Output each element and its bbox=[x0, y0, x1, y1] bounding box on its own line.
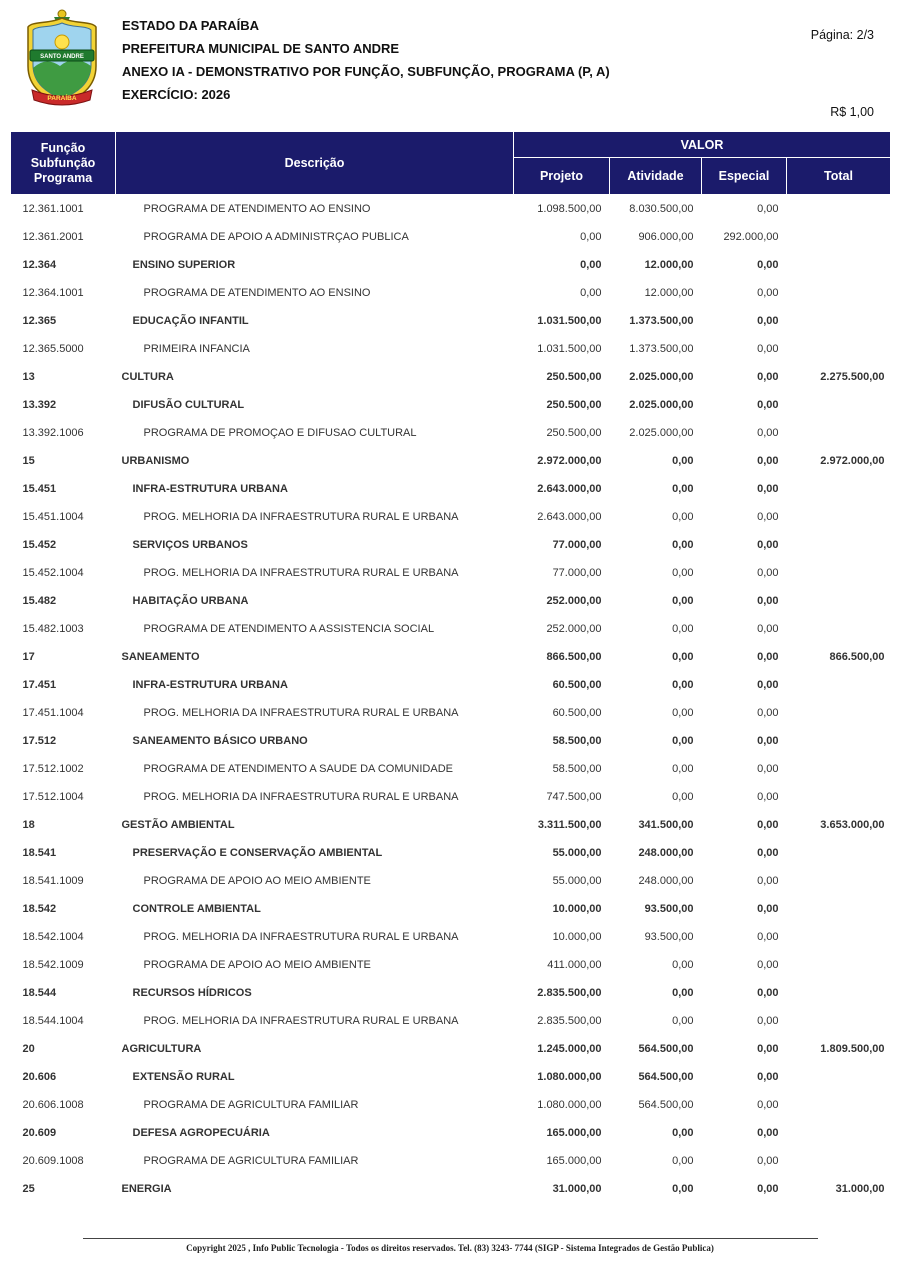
cell-projeto: 250.500,00 bbox=[546, 426, 602, 439]
table-row bbox=[11, 783, 891, 811]
cell-especial: 0,00 bbox=[757, 762, 779, 775]
cell-atividade: 0,00 bbox=[672, 454, 694, 467]
cell-total bbox=[787, 1007, 891, 1035]
cell-especial: 0,00 bbox=[757, 706, 779, 719]
currency-unit: R$ 1,00 bbox=[830, 105, 874, 119]
cell-code: 20.609.1008 bbox=[22, 1154, 84, 1167]
cell-projeto: 77.000,00 bbox=[552, 566, 602, 579]
cell-code: 15.451.1004 bbox=[22, 510, 84, 523]
cell-especial: 0,00 bbox=[757, 818, 779, 831]
cell-total bbox=[787, 475, 891, 503]
cell-code: 12.361.2001 bbox=[22, 230, 84, 243]
table-row bbox=[11, 559, 891, 587]
cell-code: 17.512.1002 bbox=[22, 762, 84, 775]
cell-atividade: 0,00 bbox=[672, 1126, 694, 1139]
cell-atividade: 248.000,00 bbox=[638, 846, 694, 859]
cell-projeto: 250.500,00 bbox=[546, 398, 602, 411]
cell-atividade: 564.500,00 bbox=[638, 1042, 694, 1055]
column-header-valor: VALOR bbox=[514, 132, 891, 158]
cell-projeto: 31.000,00 bbox=[552, 1182, 602, 1195]
cell-atividade: 8.030.500,00 bbox=[629, 202, 694, 215]
table-header bbox=[11, 132, 891, 195]
cell-especial: 0,00 bbox=[757, 510, 779, 523]
cell-total bbox=[787, 1063, 891, 1091]
cell-desc: PROG. MELHORIA DA INFRAESTRUTURA RURAL E URBANA bbox=[143, 566, 459, 579]
cell-especial: 0,00 bbox=[757, 482, 779, 495]
cell-projeto: 10.000,00 bbox=[552, 930, 602, 943]
table-body bbox=[11, 195, 891, 1203]
cell-projeto: 60.500,00 bbox=[552, 706, 602, 719]
cell-projeto: 55.000,00 bbox=[552, 846, 602, 859]
cell-code: 18 bbox=[22, 818, 35, 831]
table-row bbox=[11, 1175, 891, 1203]
cell-desc: PROG. MELHORIA DA INFRAESTRUTURA RURAL E URBANA bbox=[143, 930, 459, 943]
table-row bbox=[11, 475, 891, 503]
cell-atividade: 564.500,00 bbox=[638, 1070, 694, 1083]
cell-atividade: 1.373.500,00 bbox=[629, 342, 694, 355]
cell-especial: 0,00 bbox=[757, 314, 779, 327]
municipality-crest-logo bbox=[16, 8, 108, 108]
cell-projeto: 55.000,00 bbox=[552, 874, 602, 887]
cell-atividade: 0,00 bbox=[672, 678, 694, 691]
cell-total: 1.809.500,00 bbox=[820, 1042, 885, 1055]
cell-desc: PROGRAMA DE AGRICULTURA FAMILIAR bbox=[143, 1098, 359, 1111]
cell-code: 20.609 bbox=[22, 1126, 57, 1139]
cell-especial: 0,00 bbox=[757, 1098, 779, 1111]
cell-total: 2.275.500,00 bbox=[820, 370, 885, 383]
cell-projeto: 165.000,00 bbox=[546, 1154, 602, 1167]
cell-total: 31.000,00 bbox=[835, 1182, 885, 1195]
cell-code: 18.544.1004 bbox=[22, 1014, 84, 1027]
column-header-total: Total bbox=[787, 158, 891, 195]
table-row bbox=[11, 251, 891, 279]
cell-projeto: 58.500,00 bbox=[552, 734, 602, 747]
table-row bbox=[11, 503, 891, 531]
cell-total bbox=[787, 559, 891, 587]
cell-atividade: 0,00 bbox=[672, 622, 694, 635]
cell-projeto: 252.000,00 bbox=[546, 594, 602, 607]
cell-projeto: 0,00 bbox=[580, 286, 602, 299]
cell-desc: AGRICULTURA bbox=[121, 1042, 202, 1055]
cell-total bbox=[787, 335, 891, 363]
table-row bbox=[11, 615, 891, 643]
cell-especial: 0,00 bbox=[757, 902, 779, 915]
cell-desc: SANEAMENTO bbox=[121, 650, 200, 663]
cell-total bbox=[787, 587, 891, 615]
cell-atividade: 0,00 bbox=[672, 958, 694, 971]
cell-total bbox=[787, 979, 891, 1007]
cell-especial: 0,00 bbox=[757, 258, 779, 271]
cell-total bbox=[787, 951, 891, 979]
cell-desc: PROGRAMA DE ATENDIMENTO AO ENSINO bbox=[143, 286, 371, 299]
cell-projeto: 250.500,00 bbox=[546, 370, 602, 383]
footer-divider bbox=[83, 1238, 818, 1239]
cell-atividade: 564.500,00 bbox=[638, 1098, 694, 1111]
cell-code: 18.542 bbox=[22, 902, 57, 915]
cell-desc: PROGRAMA DE ATENDIMENTO A SAUDE DA COMUNIDADE bbox=[143, 762, 453, 775]
cell-code: 13.392.1006 bbox=[22, 426, 84, 439]
cell-code: 18.544 bbox=[22, 986, 57, 999]
cell-projeto: 1.031.500,00 bbox=[537, 342, 602, 355]
cell-projeto: 1.080.000,00 bbox=[537, 1070, 602, 1083]
cell-atividade: 93.500,00 bbox=[644, 930, 694, 943]
cell-atividade: 0,00 bbox=[672, 1182, 694, 1195]
copyright-text: Copyright 2025 , Info Public Tecnologia - Todos os direitos reservados. Tel. (83) 3243- 7744 (SIGP - Sistema Integrados de Gestão Publica) bbox=[186, 1243, 714, 1253]
cell-especial: 0,00 bbox=[757, 1042, 779, 1055]
cell-projeto: 1.031.500,00 bbox=[537, 314, 602, 327]
cell-projeto: 77.000,00 bbox=[552, 538, 602, 551]
cell-total bbox=[787, 923, 891, 951]
cell-projeto: 252.000,00 bbox=[546, 622, 602, 635]
table-row bbox=[11, 867, 891, 895]
cell-desc: PROG. MELHORIA DA INFRAESTRUTURA RURAL E URBANA bbox=[143, 1014, 459, 1027]
table-row bbox=[11, 671, 891, 699]
cell-total bbox=[787, 755, 891, 783]
table-row bbox=[11, 447, 891, 475]
cell-code: 17.451 bbox=[22, 678, 57, 691]
cell-code: 18.542.1009 bbox=[22, 958, 84, 971]
cell-code: 12.365.5000 bbox=[22, 342, 84, 355]
cell-total bbox=[787, 867, 891, 895]
page-footer bbox=[0, 1238, 900, 1253]
cell-especial: 0,00 bbox=[757, 286, 779, 299]
cell-desc: GESTÃO AMBIENTAL bbox=[121, 818, 235, 831]
cell-code: 15.482.1003 bbox=[22, 622, 84, 635]
cell-atividade: 248.000,00 bbox=[638, 874, 694, 887]
cell-total bbox=[787, 391, 891, 419]
cell-total: 3.653.000,00 bbox=[820, 818, 885, 831]
cell-projeto: 1.245.000,00 bbox=[537, 1042, 602, 1055]
table-row bbox=[11, 279, 891, 307]
cell-especial: 0,00 bbox=[757, 846, 779, 859]
cell-especial: 0,00 bbox=[757, 538, 779, 551]
cell-especial: 0,00 bbox=[757, 1014, 779, 1027]
column-header-especial: Especial bbox=[702, 158, 787, 195]
cell-desc: HABITAÇÃO URBANA bbox=[132, 594, 249, 607]
cell-atividade: 0,00 bbox=[672, 790, 694, 803]
cell-code: 12.365 bbox=[22, 314, 57, 327]
cell-especial: 0,00 bbox=[757, 734, 779, 747]
table-row bbox=[11, 895, 891, 923]
budget-table bbox=[10, 131, 891, 1203]
municipality-name: PREFEITURA MUNICIPAL DE SANTO ANDRE bbox=[122, 41, 400, 56]
cell-atividade: 12.000,00 bbox=[644, 258, 694, 271]
cell-atividade: 0,00 bbox=[672, 1154, 694, 1167]
cell-code: 18.542.1004 bbox=[22, 930, 84, 943]
table-row bbox=[11, 1147, 891, 1175]
svg-text:SANTO ANDRE: SANTO ANDRE bbox=[40, 54, 84, 60]
cell-desc: SANEAMENTO BÁSICO URBANO bbox=[132, 734, 308, 747]
cell-projeto: 60.500,00 bbox=[552, 678, 602, 691]
cell-especial: 0,00 bbox=[757, 1154, 779, 1167]
cell-atividade: 0,00 bbox=[672, 650, 694, 663]
table-row bbox=[11, 1119, 891, 1147]
cell-desc: PROGRAMA DE APOIO AO MEIO AMBIENTE bbox=[143, 874, 371, 887]
cell-desc: PROGRAMA DE AGRICULTURA FAMILIAR bbox=[143, 1154, 359, 1167]
table-row bbox=[11, 419, 891, 447]
cell-especial: 0,00 bbox=[757, 370, 779, 383]
table-row bbox=[11, 1063, 891, 1091]
cell-atividade: 2.025.000,00 bbox=[629, 398, 694, 411]
cell-desc: EDUCAÇÃO INFANTIL bbox=[132, 314, 249, 327]
cell-desc: ENSINO SUPERIOR bbox=[132, 258, 236, 271]
report-header bbox=[122, 14, 610, 106]
table-row bbox=[11, 307, 891, 335]
cell-total bbox=[787, 307, 891, 335]
cell-desc: DIFUSÃO CULTURAL bbox=[132, 398, 245, 411]
cell-especial: 0,00 bbox=[757, 342, 779, 355]
cell-code: 20.606 bbox=[22, 1070, 57, 1083]
cell-total bbox=[787, 839, 891, 867]
cell-code: 12.364.1001 bbox=[22, 286, 84, 299]
cell-especial: 0,00 bbox=[757, 594, 779, 607]
table-row bbox=[11, 587, 891, 615]
cell-desc: PROGRAMA DE ATENDIMENTO A ASSISTENCIA SOCIAL bbox=[143, 622, 435, 635]
cell-code: 17.512 bbox=[22, 734, 57, 747]
cell-code: 15.482 bbox=[22, 594, 57, 607]
cell-total bbox=[787, 1119, 891, 1147]
cell-especial: 0,00 bbox=[757, 874, 779, 887]
cell-total bbox=[787, 195, 891, 223]
cell-desc: CONTROLE AMBIENTAL bbox=[132, 902, 261, 915]
cell-total bbox=[787, 1147, 891, 1175]
cell-total: 866.500,00 bbox=[829, 650, 885, 663]
cell-especial: 0,00 bbox=[757, 1182, 779, 1195]
cell-projeto: 2.643.000,00 bbox=[537, 482, 602, 495]
cell-total bbox=[787, 671, 891, 699]
cell-atividade: 0,00 bbox=[672, 594, 694, 607]
cell-atividade: 1.373.500,00 bbox=[629, 314, 694, 327]
state-name: ESTADO DA PARAÍBA bbox=[122, 18, 259, 33]
cell-projeto: 58.500,00 bbox=[552, 762, 602, 775]
cell-atividade: 0,00 bbox=[672, 538, 694, 551]
table-row bbox=[11, 755, 891, 783]
table-row bbox=[11, 951, 891, 979]
cell-total bbox=[787, 699, 891, 727]
cell-code: 13.392 bbox=[22, 398, 57, 411]
cell-code: 15.452 bbox=[22, 538, 57, 551]
table-row bbox=[11, 391, 891, 419]
cell-desc: DEFESA AGROPECUÁRIA bbox=[132, 1126, 270, 1139]
cell-code: 15.451 bbox=[22, 482, 57, 495]
cell-code: 15.452.1004 bbox=[22, 566, 84, 579]
cell-especial: 0,00 bbox=[757, 202, 779, 215]
cell-total bbox=[787, 223, 891, 251]
cell-atividade: 0,00 bbox=[672, 986, 694, 999]
cell-projeto: 866.500,00 bbox=[546, 650, 602, 663]
cell-code: 17.512.1004 bbox=[22, 790, 84, 803]
cell-especial: 0,00 bbox=[757, 1070, 779, 1083]
cell-total bbox=[787, 279, 891, 307]
cell-desc: SERVIÇOS URBANOS bbox=[132, 538, 248, 551]
cell-atividade: 0,00 bbox=[672, 734, 694, 747]
cell-code: 18.541 bbox=[22, 846, 57, 859]
cell-atividade: 0,00 bbox=[672, 762, 694, 775]
table-row bbox=[11, 727, 891, 755]
cell-desc: RECURSOS HÍDRICOS bbox=[132, 986, 252, 999]
cell-desc: PROG. MELHORIA DA INFRAESTRUTURA RURAL E URBANA bbox=[143, 510, 459, 523]
cell-projeto: 3.311.500,00 bbox=[537, 818, 602, 831]
cell-projeto: 2.972.000,00 bbox=[537, 454, 602, 467]
cell-desc: INFRA-ESTRUTURA URBANA bbox=[132, 482, 288, 495]
cell-desc: INFRA-ESTRUTURA URBANA bbox=[132, 678, 288, 691]
table-row bbox=[11, 839, 891, 867]
table-row bbox=[11, 1091, 891, 1119]
cell-atividade: 0,00 bbox=[672, 706, 694, 719]
cell-atividade: 0,00 bbox=[672, 482, 694, 495]
cell-projeto: 0,00 bbox=[580, 230, 602, 243]
cell-atividade: 2.025.000,00 bbox=[629, 426, 694, 439]
cell-code: 17.451.1004 bbox=[22, 706, 84, 719]
cell-code: 25 bbox=[22, 1182, 35, 1195]
column-header-atividade: Atividade bbox=[610, 158, 702, 195]
cell-total bbox=[787, 531, 891, 559]
annex-title: ANEXO IA - DEMONSTRATIVO POR FUNÇÃO, SUBFUNÇÃO, PROGRAMA (P, A) bbox=[122, 64, 610, 79]
cell-especial: 0,00 bbox=[757, 930, 779, 943]
cell-projeto: 1.098.500,00 bbox=[537, 202, 602, 215]
cell-desc: PROG. MELHORIA DA INFRAESTRUTURA RURAL E URBANA bbox=[143, 706, 459, 719]
cell-especial: 0,00 bbox=[757, 566, 779, 579]
column-header-projeto: Projeto bbox=[514, 158, 610, 195]
table-row bbox=[11, 363, 891, 391]
cell-projeto: 0,00 bbox=[580, 258, 602, 271]
column-header-descricao: Descrição bbox=[116, 132, 514, 195]
cell-especial: 0,00 bbox=[757, 622, 779, 635]
cell-desc: PROGRAMA DE ATENDIMENTO AO ENSINO bbox=[143, 202, 371, 215]
cell-atividade: 93.500,00 bbox=[644, 902, 694, 915]
table-row bbox=[11, 1007, 891, 1035]
cell-projeto: 1.080.000,00 bbox=[537, 1098, 602, 1111]
cell-projeto: 2.835.500,00 bbox=[537, 986, 602, 999]
cell-especial: 0,00 bbox=[757, 454, 779, 467]
cell-atividade: 0,00 bbox=[672, 510, 694, 523]
cell-especial: 0,00 bbox=[757, 958, 779, 971]
table-row bbox=[11, 1035, 891, 1063]
cell-total bbox=[787, 615, 891, 643]
cell-projeto: 10.000,00 bbox=[552, 902, 602, 915]
cell-projeto: 2.835.500,00 bbox=[537, 1014, 602, 1027]
table-row bbox=[11, 335, 891, 363]
cell-code: 17 bbox=[22, 650, 35, 663]
cell-projeto: 165.000,00 bbox=[546, 1126, 602, 1139]
table-row bbox=[11, 223, 891, 251]
cell-total bbox=[787, 251, 891, 279]
cell-code: 12.364 bbox=[22, 258, 57, 271]
cell-desc: URBANISMO bbox=[121, 454, 190, 467]
cell-desc: PROGRAMA DE PROMOÇAO E DIFUSAO CULTURAL bbox=[143, 426, 417, 439]
cell-especial: 0,00 bbox=[757, 426, 779, 439]
table-row bbox=[11, 195, 891, 223]
cell-code: 18.541.1009 bbox=[22, 874, 84, 887]
cell-code: 15 bbox=[22, 454, 35, 467]
cell-code: 20.606.1008 bbox=[22, 1098, 84, 1111]
cell-especial: 0,00 bbox=[757, 398, 779, 411]
cell-atividade: 0,00 bbox=[672, 1014, 694, 1027]
cell-especial: 0,00 bbox=[757, 790, 779, 803]
svg-text:PARAÍBA: PARAÍBA bbox=[47, 95, 77, 102]
cell-total bbox=[787, 895, 891, 923]
cell-desc: ENERGIA bbox=[121, 1182, 172, 1195]
cell-desc: PROGRAMA DE APOIO AO MEIO AMBIENTE bbox=[143, 958, 371, 971]
crest-icon bbox=[16, 8, 108, 108]
cell-atividade: 2.025.000,00 bbox=[629, 370, 694, 383]
page-number: Página: 2/3 bbox=[810, 28, 874, 42]
cell-total: 2.972.000,00 bbox=[820, 454, 885, 467]
cell-desc: PRIMEIRA INFANCIA bbox=[143, 342, 250, 355]
cell-total bbox=[787, 419, 891, 447]
table-row bbox=[11, 979, 891, 1007]
cell-projeto: 2.643.000,00 bbox=[537, 510, 602, 523]
column-header-funcao: Função Subfunção Programa bbox=[11, 132, 116, 195]
cell-especial: 0,00 bbox=[757, 650, 779, 663]
cell-atividade: 12.000,00 bbox=[644, 286, 694, 299]
cell-desc: PROGRAMA DE APOIO A ADMINISTRÇAO PUBLICA bbox=[143, 230, 409, 243]
cell-desc: PROG. MELHORIA DA INFRAESTRUTURA RURAL E URBANA bbox=[143, 790, 459, 803]
cell-total bbox=[787, 783, 891, 811]
cell-desc: PRESERVAÇÃO E CONSERVAÇÃO AMBIENTAL bbox=[132, 846, 383, 859]
cell-desc: CULTURA bbox=[121, 370, 174, 383]
cell-total bbox=[787, 1091, 891, 1119]
cell-especial: 0,00 bbox=[757, 1126, 779, 1139]
cell-atividade: 906.000,00 bbox=[638, 230, 694, 243]
cell-atividade: 341.500,00 bbox=[638, 818, 694, 831]
cell-especial: 0,00 bbox=[757, 986, 779, 999]
table-row bbox=[11, 923, 891, 951]
cell-code: 20 bbox=[22, 1042, 35, 1055]
exercise-label: EXERCÍCIO: 2026 bbox=[122, 87, 231, 102]
cell-total bbox=[787, 727, 891, 755]
cell-projeto: 411.000,00 bbox=[547, 958, 602, 971]
cell-desc: EXTENSÃO RURAL bbox=[132, 1070, 235, 1083]
cell-total bbox=[787, 503, 891, 531]
table-row bbox=[11, 699, 891, 727]
table-row bbox=[11, 643, 891, 671]
cell-atividade: 0,00 bbox=[672, 566, 694, 579]
cell-especial: 0,00 bbox=[757, 678, 779, 691]
cell-code: 13 bbox=[22, 370, 35, 383]
table-row bbox=[11, 531, 891, 559]
cell-especial: 292.000,00 bbox=[723, 230, 779, 243]
cell-code: 12.361.1001 bbox=[22, 202, 84, 215]
table-row bbox=[11, 811, 891, 839]
cell-projeto: 747.500,00 bbox=[546, 790, 602, 803]
